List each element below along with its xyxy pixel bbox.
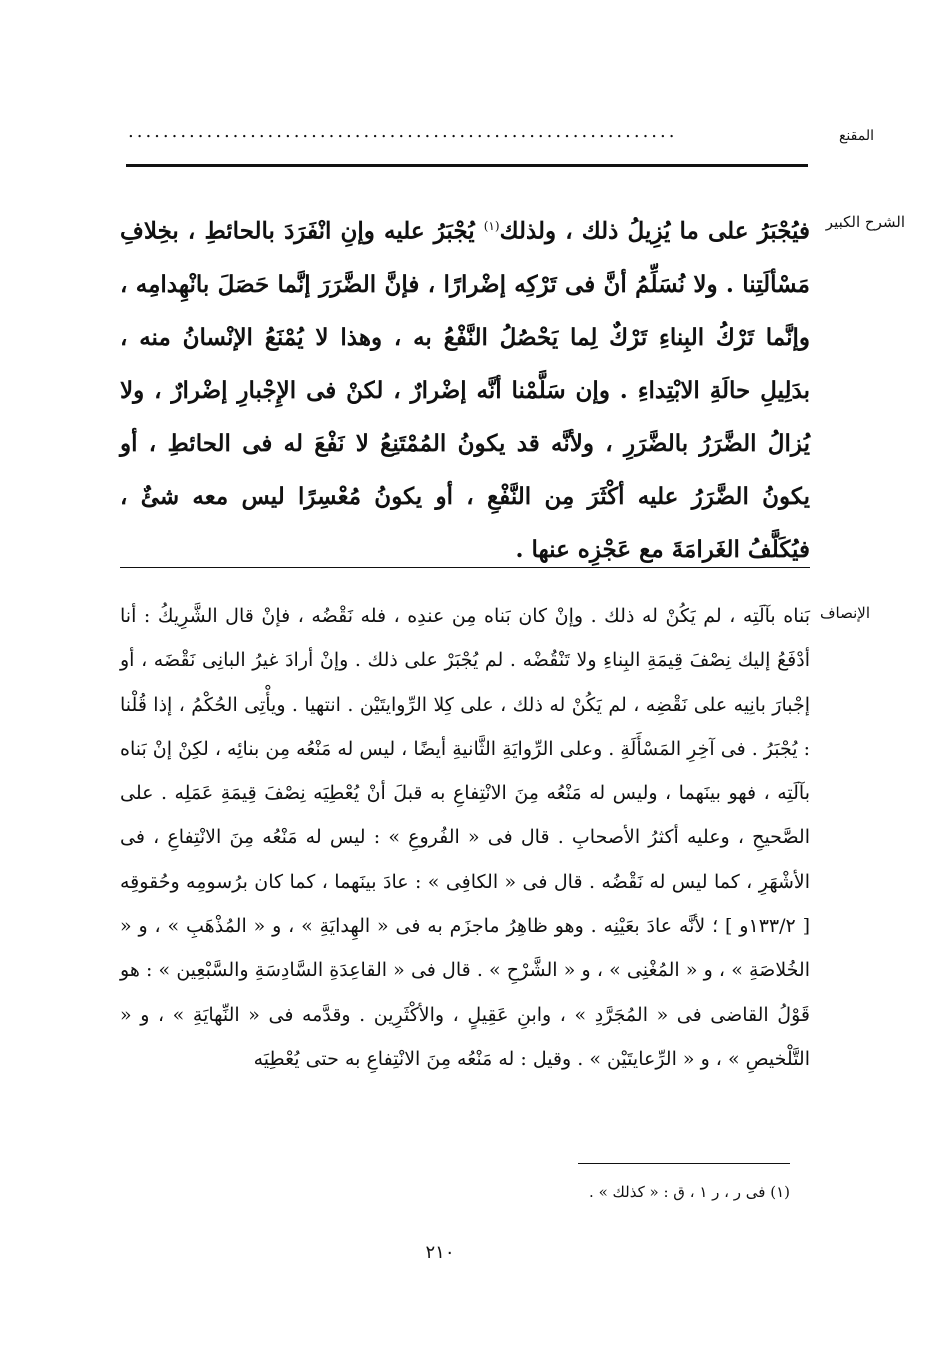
page-number: ٢١٠: [425, 1242, 455, 1263]
sharh-section: [120, 200, 810, 576]
sharh-text-start: فيُجْبَرُ على ما يُزِيلُ ذلك ، ولذلك: [499, 217, 811, 245]
header-rule: [126, 164, 808, 167]
footnote: (١) فى ر ، ر ١ ، ق : « كذلك » .: [589, 1183, 790, 1201]
insaf-side-label: الإنصاف: [819, 604, 870, 622]
footnote-reference-mark: (١): [483, 219, 500, 233]
footnote-rule: [578, 1163, 790, 1164]
sharh-paragraph: [120, 200, 810, 576]
running-header-dots: ...............................................................: [128, 122, 678, 142]
section-divider: [120, 567, 810, 568]
insaf-paragraph: بَناه بآلَتِه ، لم يَكُنْ له ذلك . وإنْ كان بَناه مِن عندِه ، فله نَقْضُه ، فإنْ قال الشَّرِيكُ : أنا أدْفَعُ إليك نِصْفَ قِيمَةِ البِناءِ ولا تَنْقُضْه . لم يُجْبَرْ على ذلك . وإنْ أرادَ غيرُ البانِى نَقْضَه ، أو إجْبارَ بانِيه على نَقْضِه ، لم يَكُنْ له ذلك ، على كِلا الرِّوايتَيْن . انتهيا . ويأْتِى الحُكْمُ ، إذا قُلْنا : يُجْبَرُ . فى آخِرِ المَسْأَلَةِ . وعلى الرِّوايَةِ الثَّانيةِ أيضًا ، ليس له مَنْعُه مِن بنائِه ، لكِنْ إنْ بَناه بآلَتِه ، فهو بينَهما ، وليس له مَنْعُه مِنَ الانْتِفاعِ به قبلَ أنْ يُعْطِيَه نِصْفَ قِيمَةِ عَمَلِه . على الصَّحيحِ ، وعليه أكثرُ الأصحابِ . قال فى « الفُروعِ » : ليس له مَنْعُه مِنَ الانْتِفاعِ ، فى الأشْهَرِ ، كما ليس له نَقْضُه . قال فى « الكافِى » : عادَ بينَهما ، كما كان برُسومِه وحُقوقِه [ ١٣٣/٢و ] ؛ لأنَّه عادَ بعَيْنِه . وهو ظاهِرُ ماجزَم به فى « الهِدايَةِ » ، و « المُذْهَبِ » ، و « الخُلاصَةِ » ، و « المُغْنِى » ، و « الشَّرْحِ » . قال فى « القاعِدَةِ السَّادِسَةِ والسَّبْعِين » : هو قَوْلُ القاضى فى « المُجَرَّدِ » ، وابنِ عَقِيلٍ ، والأكْثَرِين . وقدَّمه فى « النِّهايَةِ » ، و « التَّلْخيصِ » ، و « الرِّعايتَيْن » . وقيل : له مَنْعُه مِنَ الانْتِفاعِ به حتى يُعْطِيَه: [120, 605, 810, 1070]
sharh-text-rest: يُجْبَرُ عليه وإنِ انْفَرَدَ بالحائطِ ، بخِلافِ مَسْألَتِنا . ولا نُسَلِّمُ أنَّ فى تَرْكِه إضْرارًا ، فإنَّ الضَّرَرَ إنَّما حَصَلَ بانْهِدامِه ، وإنَّما تَرْكُ البِناءِ تَرْكٌ لِما يَحْصُلُ النَّفْعُ به ، وهذا لا يُمْنَعُ الإنْسانُ منه ، بدَلِيلِ حالَةِ الابْتِداءِ . وإن سَلَّمْنا أنَّه إضْرارٌ ، لكنْ فى الإِجْبارِ إضْرارٌ ، ولا يُزالُ الضَّرَرُ بالضَّرَرِ ، ولأنَّه قد يكونُ المُمْتَنِعُ لا نَفْعَ له فى الحائطِ ، أو يكونُ الضَّرَرُ عليه أكْثَرَ مِن النَّفْعِ ، أو يكونُ مُعْسِرًا ليس معه شئٌ ، فيُكَلَّفُ الغَرامَةَ مع عَجْزِه عنها .: [120, 217, 810, 563]
sharh-side-label: الشرح الكبير: [825, 213, 905, 231]
insaf-section: [120, 594, 810, 1081]
running-header-title: المقنع: [838, 128, 874, 144]
